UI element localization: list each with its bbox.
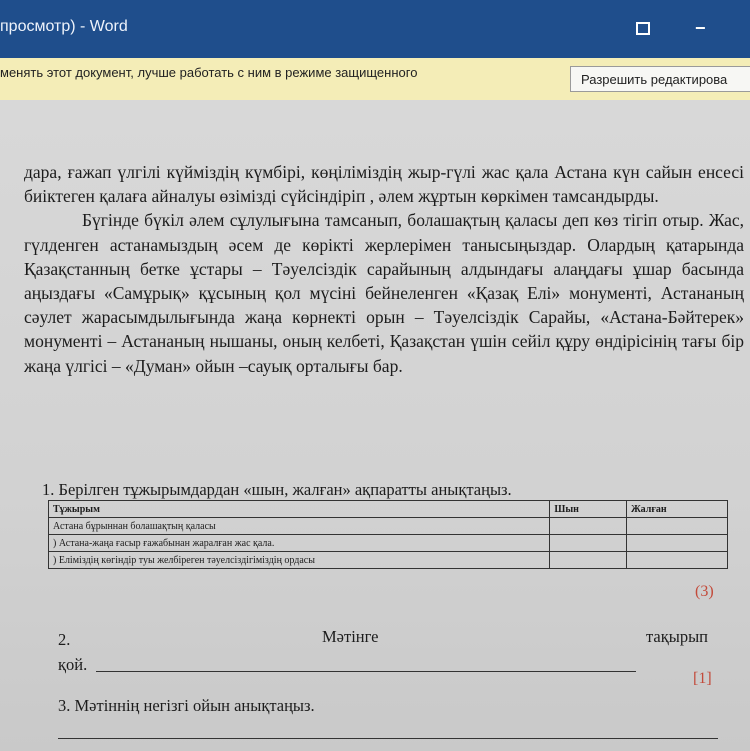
header-false: Жалған <box>627 501 728 518</box>
true-cell[interactable] <box>550 535 627 552</box>
document-page <box>0 100 750 751</box>
question-2-continuation: қой. <box>58 655 88 674</box>
table-row <box>49 535 728 552</box>
answer-line-q2 <box>96 671 636 672</box>
minimize-icon[interactable]: − <box>695 18 706 38</box>
question-1: 1. Берілген тұжырымдардан «шын, жалған» ақпаратты анықтаңыз. <box>42 480 512 499</box>
paragraph-2: Бүгінде бүкіл әлем сұлулығына тамсанып, болашақтың қаласы деп көз тігіп отыр. Жас, гүлденген астанамыздың әсем де көрікті жерлерімен танысыңыздар. Олардың қатарында Қазақстанның бетке ұстары – Тәуелсіздік сарайының алдындағы алаңдағы ұшар басында аңыздағы «Самұрық» құсының қол мүсіні бейнеленген «Қазақ Елі» монументі, Астананың сәулет жарасымдылығында жаңа көрнекті орын – Тәуелсіздік Сарайы, «Астана-Бәйтерек» монументі – Астананың нышаны, оның келбеті, Қазақстан үшін сейіл құру өндірісінің тағы бір жаңа үлгісі – «Думан» ойын –сауық орталығы бар. <box>24 210 744 376</box>
statement-cell: ) Еліміздің көгіндір туы желбіреген тәуелсіздігіміздің ордасы <box>49 552 550 569</box>
statement-cell: Астана бұрыннан болашақтың қаласы <box>49 518 550 535</box>
table-row <box>49 552 728 569</box>
document-body <box>24 160 744 378</box>
paragraph-1: дара, ғажап үлгілі күйміздің күмбірі, көңіліміздің жыр-гүлі жас қала Астана күн сайын енсесі биіктеген қалаға айналуы өзімізді сүйсіндіріп , әлем жұртын көркімен тамсандырды. <box>24 162 744 207</box>
false-cell[interactable] <box>627 552 728 569</box>
protected-view-bar <box>0 58 750 101</box>
question-3: 3. Мәтіннің негізгі ойын анықтаңыз. <box>58 696 315 715</box>
window-title: просмотр) - Word <box>0 18 128 35</box>
false-cell[interactable] <box>627 535 728 552</box>
points-q1: (3) <box>695 583 714 600</box>
title-bar <box>0 0 750 58</box>
true-false-table <box>48 500 728 569</box>
restore-window-icon[interactable] <box>636 22 650 35</box>
question-2-number: 2. <box>58 630 71 649</box>
question-2-text: Мәтінге <box>322 627 379 646</box>
false-cell[interactable] <box>627 518 728 535</box>
header-statement: Тұжырым <box>49 501 550 518</box>
true-cell[interactable] <box>550 552 627 569</box>
true-cell[interactable] <box>550 518 627 535</box>
answer-line-q3 <box>58 738 718 739</box>
enable-editing-button[interactable]: Разрешить редактирова <box>570 66 750 92</box>
points-q2: [1] <box>693 670 712 687</box>
table-header-row <box>49 501 728 518</box>
protected-view-message: менять этот документ, лучше работать с ним в режиме защищенного <box>0 65 418 80</box>
question-2-text-right: тақырып <box>646 627 709 646</box>
statement-cell: ) Астана-жаңа ғасыр ғажабынан жаралған жас қала. <box>49 535 550 552</box>
table-row <box>49 518 728 535</box>
header-true: Шын <box>550 501 627 518</box>
